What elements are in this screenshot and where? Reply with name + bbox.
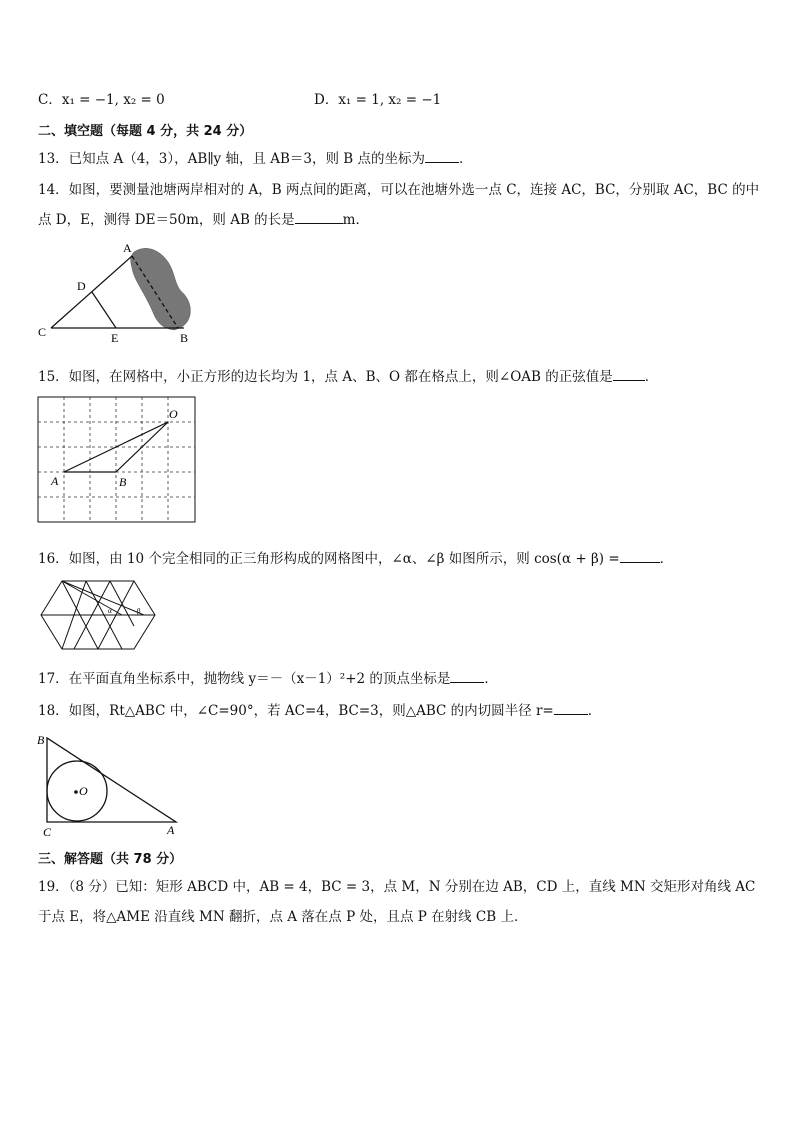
section-title-solutions: 三、解答题（共 78 分） bbox=[38, 852, 183, 867]
label-b: B bbox=[119, 475, 127, 489]
label-o: O bbox=[79, 784, 88, 798]
label-e: E bbox=[111, 331, 119, 344]
option-d: D．x₁ = 1, x₂ = −1 bbox=[314, 92, 442, 108]
section-title-fill-in: 二、填空题（每题 4 分，共 24 分） bbox=[38, 124, 253, 139]
question-13 bbox=[38, 147, 473, 167]
question-14-end: m． bbox=[342, 212, 369, 228]
answer-blank bbox=[554, 701, 588, 715]
segment-de bbox=[92, 292, 116, 328]
answer-blank bbox=[425, 149, 459, 163]
pond-triangle-figure bbox=[34, 240, 204, 344]
answer-blank bbox=[613, 367, 645, 381]
question-15-end: ． bbox=[644, 369, 659, 385]
label-b: B bbox=[37, 733, 45, 747]
answer-blank bbox=[295, 210, 343, 224]
label-a: A bbox=[51, 474, 59, 488]
question-14-line1: 14．如图，要测量池塘两岸相对的 A，B 两点间的距离，可以在池塘外选一点 C，连接 AC，BC，分别取 AC，BC 的中 bbox=[38, 182, 760, 198]
center-dot bbox=[74, 790, 78, 794]
question-15-text: 15．如图，在网格中，小正方形的边长均为 1，点 A、B、O 都在格点上，则∠OAB 的正弦值是 bbox=[38, 369, 613, 385]
question-16-end: ． bbox=[659, 551, 674, 567]
question-14-text: 点 D，E，测得 DE＝50m，则 AB 的长是 bbox=[38, 212, 295, 228]
question-17-text: 17．在平面直角坐标系中，抛物线 y＝－（x－1）²+2 的顶点坐标是 bbox=[38, 671, 451, 687]
question-13-text: 13．已知点 A（4，3），AB∥y 轴，且 AB＝3，则 B 点的坐标为 bbox=[38, 151, 426, 167]
question-16 bbox=[38, 547, 673, 567]
question-18-end: ． bbox=[587, 703, 602, 719]
question-17 bbox=[38, 667, 498, 687]
answer-blank bbox=[620, 549, 660, 563]
incircle-figure bbox=[36, 728, 186, 840]
grid-figure bbox=[37, 396, 197, 524]
label-alpha: α bbox=[108, 607, 112, 615]
question-19-line2: 于点 E，将△AME 沿直线 MN 翻折，点 A 落在点 P 处，且点 P 在射线 CB 上． bbox=[38, 909, 528, 925]
label-c: C bbox=[38, 325, 47, 339]
question-15 bbox=[38, 365, 658, 385]
answer-blank bbox=[450, 669, 484, 683]
label-d: D bbox=[77, 279, 86, 293]
question-16-text: 16．如图，由 10 个完全相同的正三角形构成的网格图中，∠α、∠β 如图所示，则 cos(α + β) = bbox=[38, 551, 620, 567]
question-19-line1: 19．（8 分）已知：矩形 ABCD 中，AB = 4，BC = 3，点 M，N 分别在边 AB，CD 上，直线 MN 交矩形对角线 AC bbox=[38, 879, 756, 895]
label-beta: β bbox=[137, 607, 141, 615]
question-18 bbox=[38, 699, 601, 719]
question-17-end: ． bbox=[484, 671, 498, 687]
label-c: C bbox=[43, 825, 52, 839]
triangle-grid-figure bbox=[38, 578, 164, 652]
question-13-end: ． bbox=[459, 151, 473, 167]
pond-shape bbox=[131, 248, 191, 330]
option-c: C．x₁ = −1, x₂ = 0 bbox=[38, 92, 165, 108]
side-ca bbox=[51, 256, 132, 328]
label-a: A bbox=[123, 241, 132, 255]
question-18-text: 18．如图，Rt△ABC 中，∠C=90°，若 AC=4，BC=3，则△ABC 的内切圆半径 r= bbox=[38, 703, 554, 719]
question-14-line2 bbox=[38, 208, 369, 228]
label-a: A bbox=[167, 823, 175, 837]
right-triangle bbox=[47, 738, 176, 822]
label-b: B bbox=[180, 331, 189, 344]
label-o: O bbox=[169, 407, 178, 421]
